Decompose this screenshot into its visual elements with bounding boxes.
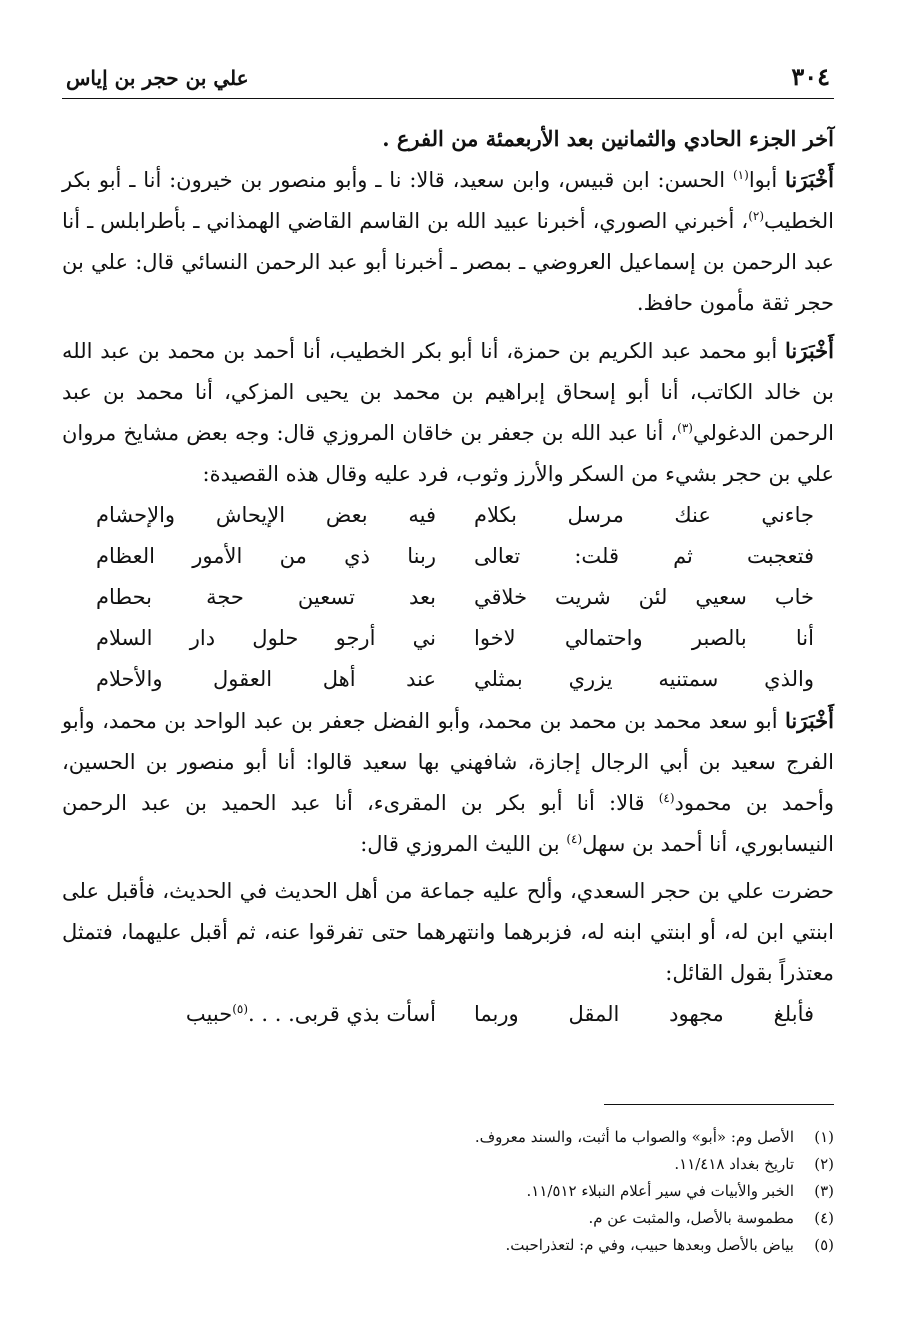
verse-first-hemistich: خاب سعيي لئن شريت خلاقي [474, 585, 814, 609]
text-run: حبيب [185, 1002, 233, 1026]
verse-first-hemistich: أنا بالصبر واحتمالي لاخوا [474, 626, 814, 650]
poem-verse [62, 618, 834, 659]
footnote-text: بياض بالأصل وبعدها حبيب، وفي م: لتعذراحبت. [505, 1236, 794, 1254]
paragraph-2 [62, 330, 834, 495]
poem-verse-final [62, 994, 834, 1035]
text-run: ، أنا عبد الله بن جعفر بن خاقان المروزي قال: وجه بعض مشايخ مروان علي بن حجر بشيء من السكر والأرز وثوب، فرد عليه وقال هذه القصيدة: [62, 421, 834, 486]
footnote-ref: (٥) [232, 1002, 249, 1016]
footnote-text: الأصل وم: «أبو» والصواب ما أثبت، والسند معروف. [474, 1128, 794, 1146]
verse-first-hemistich: والذي سمتنيه يزري بمثلي [474, 667, 814, 691]
main-text [62, 118, 834, 1035]
text-run: أبو محمد عبد الكريم بن حمزة، أنا أبو بكر الخطيب، أنا أحمد بن محمد بن عبد الله بن خالد الكاتب، أنا أبو إسحاق إبراهيم بن محمد بن يحيى المزكي، أنا محمد بن عبد الرحمن الدغولي [62, 339, 834, 445]
text-run: الحسن: ابن قبيس، وابن سعيد، قالا: نا ـ وأبو منصور بن خيرون: أنا ـ أبو بكر الخطيب [62, 168, 834, 233]
poem [62, 495, 834, 700]
footnote-ref: (٢) [748, 209, 765, 223]
text-run: أبو سعد محمد بن محمد بن محمد، وأبو الفضل جعفر بن عبد الواحد بن محمد، وأبو الفرج سعيد بن أبي الرجال إجازة، شافهني بها سعيد قالوا: أنا أبو منصور بن الحسين، وأحمد بن محمود [62, 709, 834, 815]
page-header [62, 58, 834, 99]
verse-first-hemistich: فأبلغ مجهود المقل وربما [474, 1002, 814, 1026]
footnote [62, 1232, 834, 1259]
footnote-text: الخبر والأبيات في سير أعلام النبلاء ١١/٥١٢. [526, 1182, 794, 1200]
verse-first-hemistich: جاءني عنك مرسل بكلام [474, 503, 814, 527]
running-title: علي بن حجر بن إياس [66, 66, 249, 90]
footnote [62, 1124, 834, 1151]
verse-second-hemistich: فيه بعض الإيحاش والإحشام [96, 503, 436, 527]
footnote-number: (٢) [814, 1155, 834, 1173]
footnote-ref: (١) [732, 168, 749, 182]
footnote-ref: (٣) [677, 421, 693, 435]
footnote-text: تاريخ بغداد ١١/٤١٨. [674, 1155, 794, 1173]
footnote-number: (٣) [814, 1182, 834, 1200]
footnotes [62, 1124, 834, 1259]
footnote-ref: (٤) [566, 832, 583, 846]
footnote-number: (٤) [814, 1209, 834, 1227]
paragraph-4: حضرت علي بن حجر السعدي، وألح عليه جماعة من أهل الحديث في الحديث، فأقبل على ابنتي ابن له، أو ابنتي ابنه له، فزبرهما وانتهرهما حتى تفرقوا عنه، ثم أقبل عليهما، فتمثل معتذراً بقول القائل: [62, 879, 834, 985]
text-run: بن الليث المروزي قال: [360, 832, 567, 856]
verse-second-hemistich: بعد تسعين حجة بحطام [96, 585, 436, 609]
poem-verse [62, 536, 834, 577]
poem-verse [62, 659, 834, 700]
text-run: أبوا [748, 168, 786, 192]
footnote [62, 1178, 834, 1205]
poem-verse [62, 495, 834, 536]
verse-second-hemistich: ربنا ذي من الأمور العظام [96, 544, 436, 568]
paragraph-1 [62, 159, 834, 324]
text-run: أسأت بذي قربى. . . . [248, 1002, 436, 1026]
footnote-number: (٥) [814, 1236, 834, 1254]
text-run: ، أخبرني الصوري، أخبرنا عبيد الله بن القاسم القاضي الهمذاني ـ بأطرابلس ـ أنا عبد الرحمن بن إسماعيل العروضي ـ بمصر ـ أخبرنا أبو عبد الرحمن النسائي قال: علي بن حجر ثقة مأمون حافظ. [62, 209, 834, 315]
page-number: ٣٠٤ [791, 62, 830, 91]
footnote-text: مطموسة بالأصل، والمثبت عن م. [588, 1209, 794, 1227]
poem-verse [62, 577, 834, 618]
verse-first-hemistich: فتعجبت ثم قلت: تعالى [474, 544, 814, 568]
footnote-divider [604, 1104, 834, 1105]
verse-second-hemistich [96, 994, 436, 1035]
akhbarana-keyword: أَخْبَرَنا [785, 708, 834, 733]
verse-second-hemistich: عند أهل العقول والأحلام [96, 667, 436, 691]
text-run: قالا: أنا أبو بكر بن المقرىء، أنا عبد الحميد بن عبد الرحمن النيسابوري، أنا أحمد بن سهل [62, 791, 834, 856]
verse-second-hemistich: ني أرجو حلول دار السلام [96, 626, 436, 650]
footnote [62, 1151, 834, 1178]
akhbarana-keyword: أَخْبَرَنا [785, 338, 834, 363]
footnote [62, 1205, 834, 1232]
footnote-number: (١) [814, 1128, 834, 1146]
section-heading: آخر الجزء الحادي والثمانين بعد الأربعمئة من الفرع . [382, 126, 834, 151]
paragraph-3 [62, 700, 834, 865]
akhbarana-keyword: أَخْبَرَنا [785, 167, 834, 192]
footnote-ref: (٤) [658, 791, 675, 805]
